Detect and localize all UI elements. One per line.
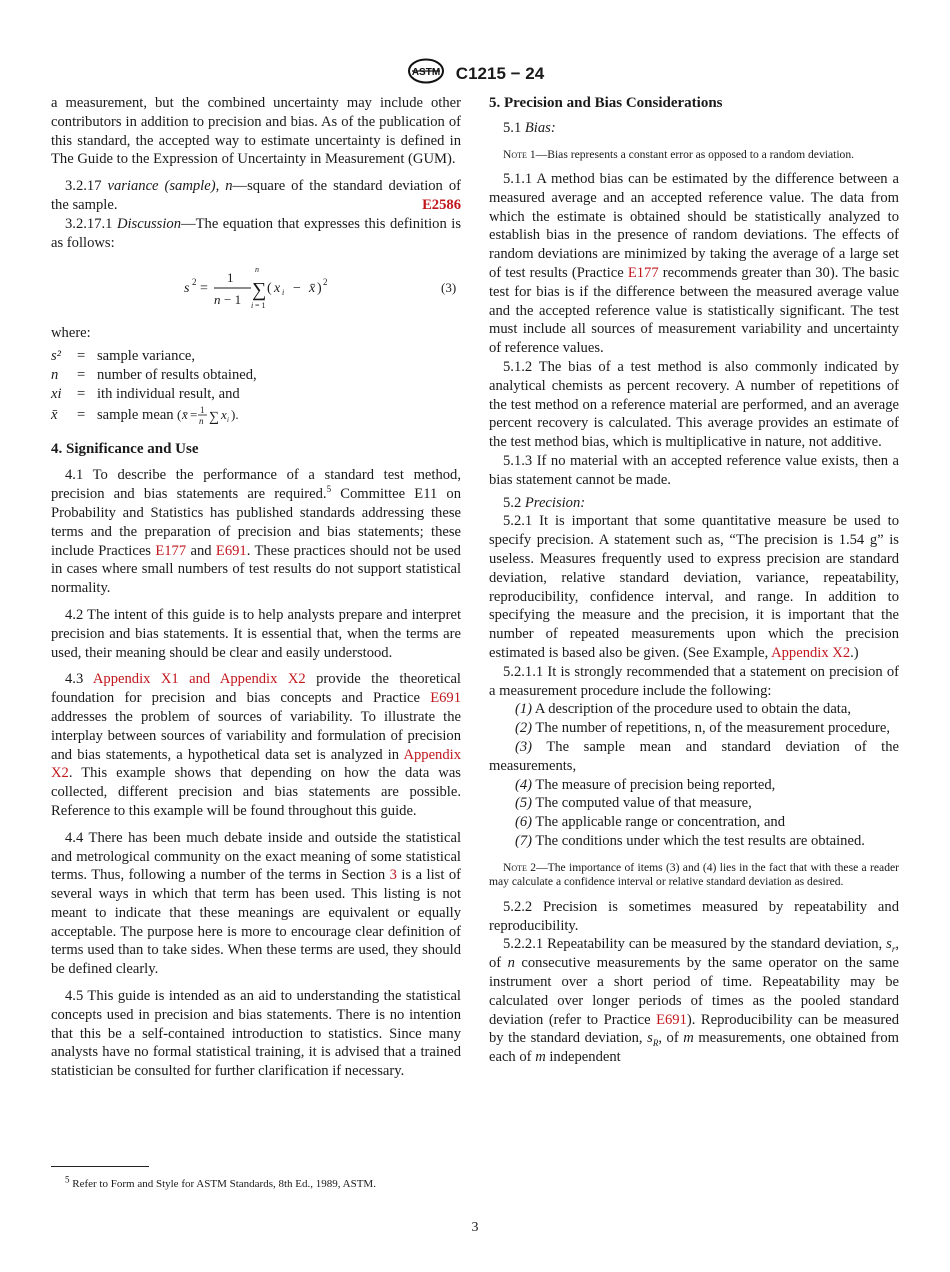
paragraph-5-2-2: 5.2.2 Precision is sometimes measured by repeatability and reproducibility. xyxy=(489,898,899,934)
where-list xyxy=(51,347,461,425)
svg-text:i: i xyxy=(227,415,230,424)
paragraph-4-4: 4.4 There has been much debate inside and outside the statistical and metrological community on the exact meaning of some statistical terms. Thus, following a number of the terms in Section 3 is a list of several ways in which that term has been used. This listing is not meant to indicate that these meanings are equivalent or equally acceptable. The purpose here is more to encourage clear definition of terms used than to take sides. When these terms are used, they should be defined clearly. xyxy=(51,829,462,978)
astm-logo-icon xyxy=(406,58,446,89)
svg-text:s: s xyxy=(184,281,190,297)
svg-text:x̄: x̄ xyxy=(309,281,316,297)
heading-5-1: 5.1 Bias: xyxy=(503,119,556,136)
svg-text:− 1: − 1 xyxy=(224,292,242,308)
ref-e691[interactable]: E691 xyxy=(430,690,461,707)
svg-text:(: ( xyxy=(177,406,182,422)
svg-text:n: n xyxy=(255,265,259,275)
ref-appendix-x2[interactable]: Appendix X2 xyxy=(51,746,461,782)
paragraph-5-1-3: 5.1.3 If no material with an accepted reference value exists, then a bias statement cannot be made. xyxy=(489,453,899,488)
right-column xyxy=(489,94,899,1067)
svg-text:x: x xyxy=(221,406,228,422)
svg-text:=: = xyxy=(200,281,208,297)
where-row: n = number of results obtained, xyxy=(51,366,257,383)
where-label: where: xyxy=(51,325,91,342)
paragraph-4-3: 4.3 Appendix X1 and Appendix X2 provide the theoretical foundation for precision and bias concepts and Practice E691 addresses the problem of sources of variability. To illustrate the interplay between sources of variability and formulation of precision and bias statements, a hypothetical data set is analyzed in Appendix X2. This example shows that depending on how the data was collected, different precision and bias statements are possible. Reference to this example will be found throughout this guide. xyxy=(51,671,461,819)
list-item: (3) The sample mean and standard deviation of the measurements, xyxy=(489,739,899,774)
page-number: 3 xyxy=(471,1220,479,1235)
svg-text:x: x xyxy=(274,281,281,297)
definition-3-2-17: 3.2.17 variance (sample), n—square of the standard deviation of the sample. xyxy=(51,178,461,213)
paragraph-4-5: 4.5 This guide is intended as an aid to understanding the statistical concepts used in precision and bias statements. There is no intention that this be a self-contained introduction to statistics. Since many analysts have no formal statistical training, it is advised that a trained statistician be consulted for further clarification if necessary. xyxy=(51,988,461,1080)
footnote-divider xyxy=(51,1166,149,1167)
sample-mean-formula-graphic xyxy=(177,404,247,426)
list-item: (2) The number of repetitions, n, of the measurement procedure, xyxy=(515,720,890,737)
where-row: x̄ = sample mean ( x̄ = 1 n ∑ x i ). xyxy=(51,404,461,426)
page-header xyxy=(0,58,950,89)
standard-designation: C1215 − 24 xyxy=(455,63,545,83)
equation-number: (3) xyxy=(441,280,457,296)
note-2: Note 2—The importance of items (3) and (4) lies in the fact that with these a reader may calculate a confidence interval or relative standard deviation as desired. xyxy=(489,860,899,889)
ref-e691[interactable]: E691 xyxy=(656,1011,687,1028)
svg-text:2: 2 xyxy=(323,277,328,288)
list-item: (6) The applicable range or concentration, and xyxy=(515,814,786,831)
note-1: Note 1—Bias represents a constant error as opposed to a random deviation. xyxy=(503,147,855,161)
section-4-title: 4. Significance and Use xyxy=(51,440,199,457)
paragraph-intro: a measurement, but the combined uncertainty may include other contributors in addition to precision and bias. As of the publication of this standard, the accepted way to estimate uncertainty is defined in The Guide to the Expression of Uncertainty in Measurement (GUM). xyxy=(51,95,461,168)
svg-text:= 1: = 1 xyxy=(255,301,266,311)
svg-text:): ) xyxy=(317,281,322,297)
svg-text:n: n xyxy=(214,292,221,308)
svg-text:=: = xyxy=(190,406,198,422)
ref-e2586[interactable]: E2586 xyxy=(422,196,461,213)
svg-text:1: 1 xyxy=(200,404,205,415)
svg-text:ASTM: ASTM xyxy=(411,67,440,78)
ref-e691[interactable]: E691 xyxy=(215,542,247,559)
paragraph-4-1: 4.1 To describe the performance of a standard test method, precision and bias statements are required.$^5$ Committee E11 on Probability and Statistics has published standards addressing these terms and the preparation of precision and bias statements; these include Practices E177 and E691. These practices should not be used in cases where small numbers of test results do not support statistical normality. xyxy=(51,467,461,597)
svg-text:∑: ∑ xyxy=(252,279,267,302)
where-row: s² = sample variance, xyxy=(51,348,196,365)
svg-text:i: i xyxy=(282,288,285,298)
paragraph-5-2-1: 5.2.1 It is important that some quantitative measure be used to specify precision. A statement such as, “The precision is 1.54 g” is useless. Measures frequently used to express precision are standard deviation, relative standard deviation, variance, repeatability, reproducibility, confidence interval, and range. In addition to specifying the measure and the precision, it is important that the number of repeated measurements upon which the precision estimated is based also be given. (See Example, Appendix X2.) xyxy=(489,513,899,662)
ref-e177[interactable]: E177 xyxy=(627,265,659,282)
svg-text:n: n xyxy=(199,415,204,426)
paragraph-5-1-2: 5.1.2 The bias of a test method is also commonly indicated by analytical chemists as percent recovery. A number of repetitions of the test method on a reference material are performed, and an average percent recovery is calculated. This average provides an estimate of the test method bias, which is multiplicative in nature, not additive. xyxy=(489,359,899,451)
paragraph-5-2-2-1: 5.2.2.1 Repeatability can be measured by the standard deviation, $s_r$, of n consecutive measurements by the same operator on the same instrument over a short period of time. Repeatability may be calculated over longer periods of times as the pooled standard deviation (refer to Practice E691). Reproducibility can be measured by the standard deviation, $s_R$, of m measurements, one obtained from each of m independent xyxy=(489,936,899,1066)
svg-text:2: 2 xyxy=(192,277,197,288)
ref-appendix-x1-x2[interactable]: Appendix X1 and Appendix X2 xyxy=(92,671,306,688)
section-5-title: 5. Precision and Bias Considerations xyxy=(489,95,723,111)
list-item: (4) The measure of precision being reported, xyxy=(515,776,776,793)
variance-formula-graphic xyxy=(51,260,461,314)
equation-3 xyxy=(51,260,461,314)
ref-appendix-x2[interactable]: Appendix X2 xyxy=(771,645,851,662)
paragraph-4-2: 4.2 The intent of this guide is to help analysts prepare and interpret precision and bias statements. It is essential that, when the terms are used, their meaning should be clear and easily understood. xyxy=(51,606,461,661)
heading-5-2: 5.2 Precision: xyxy=(503,494,586,511)
svg-text:1: 1 xyxy=(227,270,234,286)
paragraph-5-1-1: 5.1.1 A method bias can be estimated by the difference between a measured average and an accepted reference value. The data from which the estimate is obtained should be statistically analyzed to establish bias in the presence of random deviations. The effects of random deviations are minimized by taking the average of a large set of test results (Practice E177 recommends greater than 30). The basic test for bias is if the difference between the measured average value and the accepted reference value is statistically significant. The test must include all sources of measurement variability and uncertainty of reference values. xyxy=(489,171,899,357)
list-item: (1) A description of the procedure used to obtain the data, xyxy=(515,701,851,718)
precision-items-list xyxy=(489,700,899,850)
svg-text:(: ( xyxy=(267,281,272,297)
list-item: (5) The computed value of that measure, xyxy=(515,795,752,812)
svg-text:i: i xyxy=(251,301,254,311)
svg-text:∑: ∑ xyxy=(209,409,220,425)
discussion-3-2-17-1: 3.2.17.1 Discussion—The equation that expresses this definition is as follows: xyxy=(51,215,461,251)
footnote-marker: 5 xyxy=(326,484,332,495)
svg-text:).: ). xyxy=(231,406,239,422)
footnote-5: $^5$ Refer to Form and Style for ASTM Standards, 8th Ed., 1989, ASTM. xyxy=(65,1174,376,1190)
ref-e177[interactable]: E177 xyxy=(155,542,187,559)
list-item: (7) The conditions under which the test results are obtained. xyxy=(515,832,865,849)
paragraph-5-2-1-1: 5.2.1.1 It is strongly recommended that a statement on precision of a measurement procedure include the following: xyxy=(489,663,899,699)
svg-text:−: − xyxy=(293,281,301,297)
left-column xyxy=(51,94,461,1081)
where-row: xi = ith individual result, and xyxy=(51,385,240,402)
svg-text:x̄: x̄ xyxy=(182,406,189,422)
ref-section-3[interactable]: 3 xyxy=(389,867,397,884)
